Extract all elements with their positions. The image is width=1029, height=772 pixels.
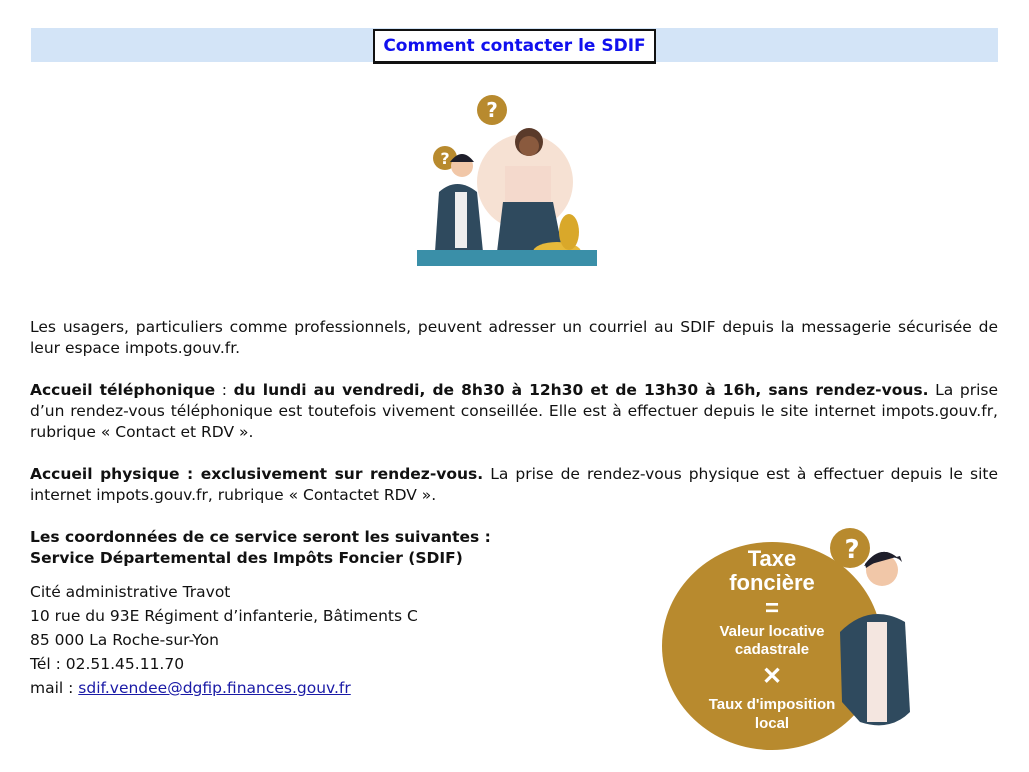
times-sign: ✕: [761, 663, 783, 690]
address-line: 85 000 La Roche-sur-Yon: [30, 631, 220, 649]
taxe-fonciere-infographic: [660, 522, 915, 754]
email-link[interactable]: sdif.vendee@dgfip.finances.gouv.fr: [78, 679, 351, 697]
people-questioning-illustration: [417, 92, 597, 266]
coords-heading-line1: Les coordonnées de ce service seront les suivantes :: [30, 528, 491, 546]
address-line: Cité administrative Travot: [30, 583, 231, 601]
physical-details: La prise de rendez-vous physique est à effectuer depuis le site internet impots.gouv.fr, rubrique « Contactet RDV ».: [30, 465, 998, 504]
coords-heading-line2: Service Départemental des Impôts Foncier (SDIF): [30, 549, 463, 567]
info-line: Valeur locative: [719, 623, 825, 640]
mail-label: mail :: [30, 679, 79, 697]
svg-text:?: ?: [440, 149, 450, 168]
physical-label: Accueil physique : exclusivement sur rendez-vous.: [30, 465, 484, 483]
phone-sep: :: [215, 381, 234, 399]
info-line: Taxe: [747, 546, 797, 571]
info-line: cadastrale: [734, 641, 810, 658]
phone-details: La prise d’un rendez-vous téléphonique est toutefois vivement conseillée. Elle est à effectuer depuis le site internet impots.gouv.fr, rubrique « Contact et RDV ».: [30, 381, 998, 441]
page-title: Comment contacter le SDIF: [373, 29, 656, 64]
address-block: [30, 580, 418, 700]
mail-line: [30, 676, 418, 700]
physical-paragraph: [30, 464, 998, 506]
phone-hours: du lundi au vendredi, de 8h30 à 12h30 et de 13h30 à 16h, sans rendez-vous.: [233, 381, 929, 399]
phone-number: Tél : 02.51.45.11.70: [30, 655, 185, 673]
info-line: Taux d'imposition: [708, 696, 836, 713]
intro-paragraph: Les usagers, particuliers comme professionnels, peuvent adresser un courriel au SDIF depuis la messagerie sécurisée de leur espace impots.gouv.fr.: [30, 318, 998, 357]
question-mark: ?: [844, 535, 860, 565]
phone-paragraph: [30, 380, 998, 443]
equals-sign: =: [764, 595, 780, 622]
info-line: local: [754, 715, 790, 732]
coords-heading: [30, 527, 491, 569]
info-line: foncière: [729, 570, 815, 595]
svg-text:?: ?: [486, 98, 498, 122]
address-line: 10 rue du 93E Régiment d’infanterie, Bâtiments C: [30, 607, 418, 625]
phone-label: Accueil téléphonique: [30, 381, 216, 399]
